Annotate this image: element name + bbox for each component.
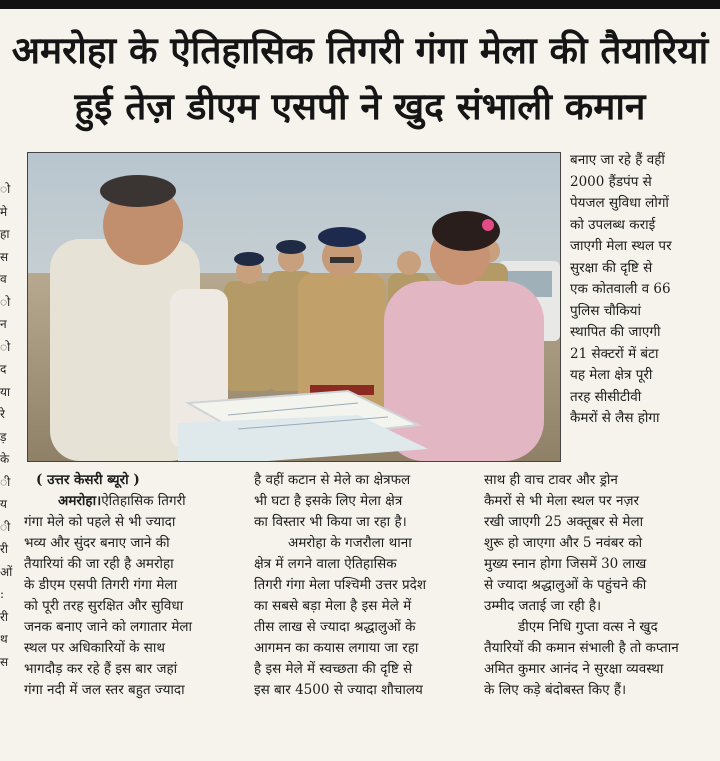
- text-line: का विस्तार भी किया जा रहा है।: [254, 514, 407, 530]
- text-line: क्षेत्र में लगने वाला ऐतिहासिक: [254, 556, 397, 572]
- text-line: एक कोतवाली व 66: [570, 281, 671, 297]
- text-line: है वहीं कटान से मेले का क्षेत्रफल: [254, 472, 411, 488]
- text-line: जाएगी मेला स्थल पर: [570, 238, 672, 254]
- text-line: रखी जाएगी 25 अक्तूबर से मेला: [484, 514, 644, 530]
- text-line: गंगा नदी में जल स्तर बहुत ज्यादा: [24, 682, 185, 698]
- text-line: कैमरों से भी मेला स्थल पर नज़र: [484, 493, 640, 509]
- text-line: मुख्य स्नान होगा जिसमें 30 लाख: [484, 556, 647, 572]
- text-line: है इस मेले में स्वच्छता की दृष्टि से: [254, 661, 413, 677]
- text-line: भव्य और सुंदर बनाए जाने की: [24, 535, 170, 551]
- top-rule: [0, 0, 720, 9]
- fragment-line: ो: [0, 339, 11, 354]
- byline: ( उत्तर केसरी ब्यूरो ): [36, 472, 140, 488]
- fragment-line: स: [0, 249, 9, 264]
- news-photo: [27, 152, 561, 462]
- text-line: स्थापित की जाएगी: [570, 324, 661, 340]
- text-line: तरह सीसीटीवी: [570, 388, 642, 405]
- text-line: 21 सेक्टरों में बंटा: [570, 345, 659, 362]
- fragment-line: य: [0, 497, 7, 511]
- fragment-line: व: [0, 272, 7, 286]
- right-top-column: [570, 150, 710, 430]
- text-line: पेयजल सुविधा लोगों: [570, 195, 669, 211]
- text-line: बनाए जा रहे हैं वहीं: [570, 152, 665, 168]
- fragment-line: ी: [0, 474, 11, 489]
- fragment-line: थ: [0, 632, 8, 646]
- first-line: [24, 491, 246, 512]
- text-line: साथ ही वाच टावर और ड्रोन: [484, 472, 618, 488]
- text-line: तीस लाख से ज्यादा श्रद्धालुओं के: [254, 619, 416, 635]
- fragment-line: ो: [0, 294, 11, 309]
- text-line: से ज्यादा श्रद्धालुओं के पहुंचने की: [484, 577, 647, 593]
- fragment-line: हा: [0, 227, 10, 241]
- headline-line-2: हुई तेज़ डीएम एसपी ने खुद संभाली कमान: [74, 84, 646, 128]
- fragment-line: :: [0, 587, 5, 601]
- text-line: यह मेला क्षेत्र पूरी: [570, 367, 653, 383]
- text-line: भी घटा है इसके लिए मेला क्षेत्र: [254, 493, 403, 509]
- fragment-line: रे: [0, 407, 5, 421]
- left-column-fragment: [0, 178, 14, 673]
- text-line: इस बार 4500 से ज्यादा शौचालय: [254, 682, 423, 698]
- next-article-strip: [0, 748, 720, 761]
- fragment-line: मे: [0, 204, 8, 219]
- fragment-line: ी: [0, 519, 11, 534]
- article-column-2: [254, 470, 476, 701]
- text-line: के लिए कड़े बंदोबस्त किए हैं।: [484, 682, 627, 698]
- fragment-line: स: [0, 654, 9, 669]
- text-line: तैयारियों की कमान संभाली है तो कप्तान: [484, 640, 679, 656]
- fragment-line: ओं: [0, 564, 13, 579]
- first-line-rest: ऐतिहासिक तिगरी: [101, 493, 186, 509]
- fragment-line: री: [0, 542, 9, 556]
- text-line: भागदौड़ कर रहे हैं इस बार जहां: [24, 661, 178, 677]
- text-line: 2000 हैंडपंप से: [570, 173, 652, 190]
- headline: [0, 22, 720, 134]
- fragment-line: ड़: [0, 429, 7, 444]
- dateline: अमरोहा।: [58, 493, 102, 509]
- text-line: का सबसे बड़ा मेला है इस मेले में: [254, 598, 412, 614]
- text-line: को पूरी तरह सुरक्षित और सुविधा: [24, 598, 184, 614]
- text-line: गंगा मेले को पहले से भी ज्यादा: [24, 514, 176, 530]
- text-line: अमरोहा के गजरौला थाना: [288, 535, 412, 551]
- text-line: पुलिस चौकियां: [570, 302, 641, 319]
- fragment-line: या: [0, 384, 11, 399]
- text-line: तैयारियां की जा रही है अमरोहा: [24, 556, 174, 572]
- text-line: जनक बनाए जाने को लगातार मेला: [24, 619, 193, 635]
- officials-inspecting-map-photo: [28, 153, 560, 461]
- headline-line-1: अमरोहा के ऐतिहासिक तिगरी गंगा मेला की तैयारियां: [11, 28, 709, 72]
- text-line: उम्मीद जताई जा रही है।: [484, 598, 602, 614]
- article-column-3: [484, 470, 710, 701]
- text-line: शुरू हो जाएगा और 5 नवंबर को: [484, 535, 643, 551]
- fragment-line: द: [0, 362, 7, 376]
- article-column-1: [24, 470, 246, 701]
- text-line: के डीएम एसपी तिगरी गंगा मेला: [24, 577, 178, 593]
- text-line: कैमरों से लैस होगा: [570, 410, 660, 426]
- text-line: तिगरी गंगा मेला पश्चिमी उत्तर प्रदेश: [254, 577, 427, 593]
- fragment-line: ो: [0, 182, 11, 196]
- text-line: स्थल पर अधिकारियों के साथ: [24, 640, 166, 656]
- text-line: अमित कुमार आनंद ने सुरक्षा व्यवस्था: [484, 661, 664, 677]
- fragment-line: के: [0, 452, 10, 466]
- fragment-line: री: [0, 609, 9, 624]
- text-line: सुरक्षा की दृष्टि से: [570, 259, 653, 276]
- text-line: आगमन का कयास लगाया जा रहा: [254, 640, 419, 656]
- text-line: डीएम निधि गुप्ता वत्स ने खुद: [518, 619, 658, 635]
- fragment-line: न: [0, 317, 7, 331]
- text-line: को उपलब्ध कराई: [570, 216, 656, 233]
